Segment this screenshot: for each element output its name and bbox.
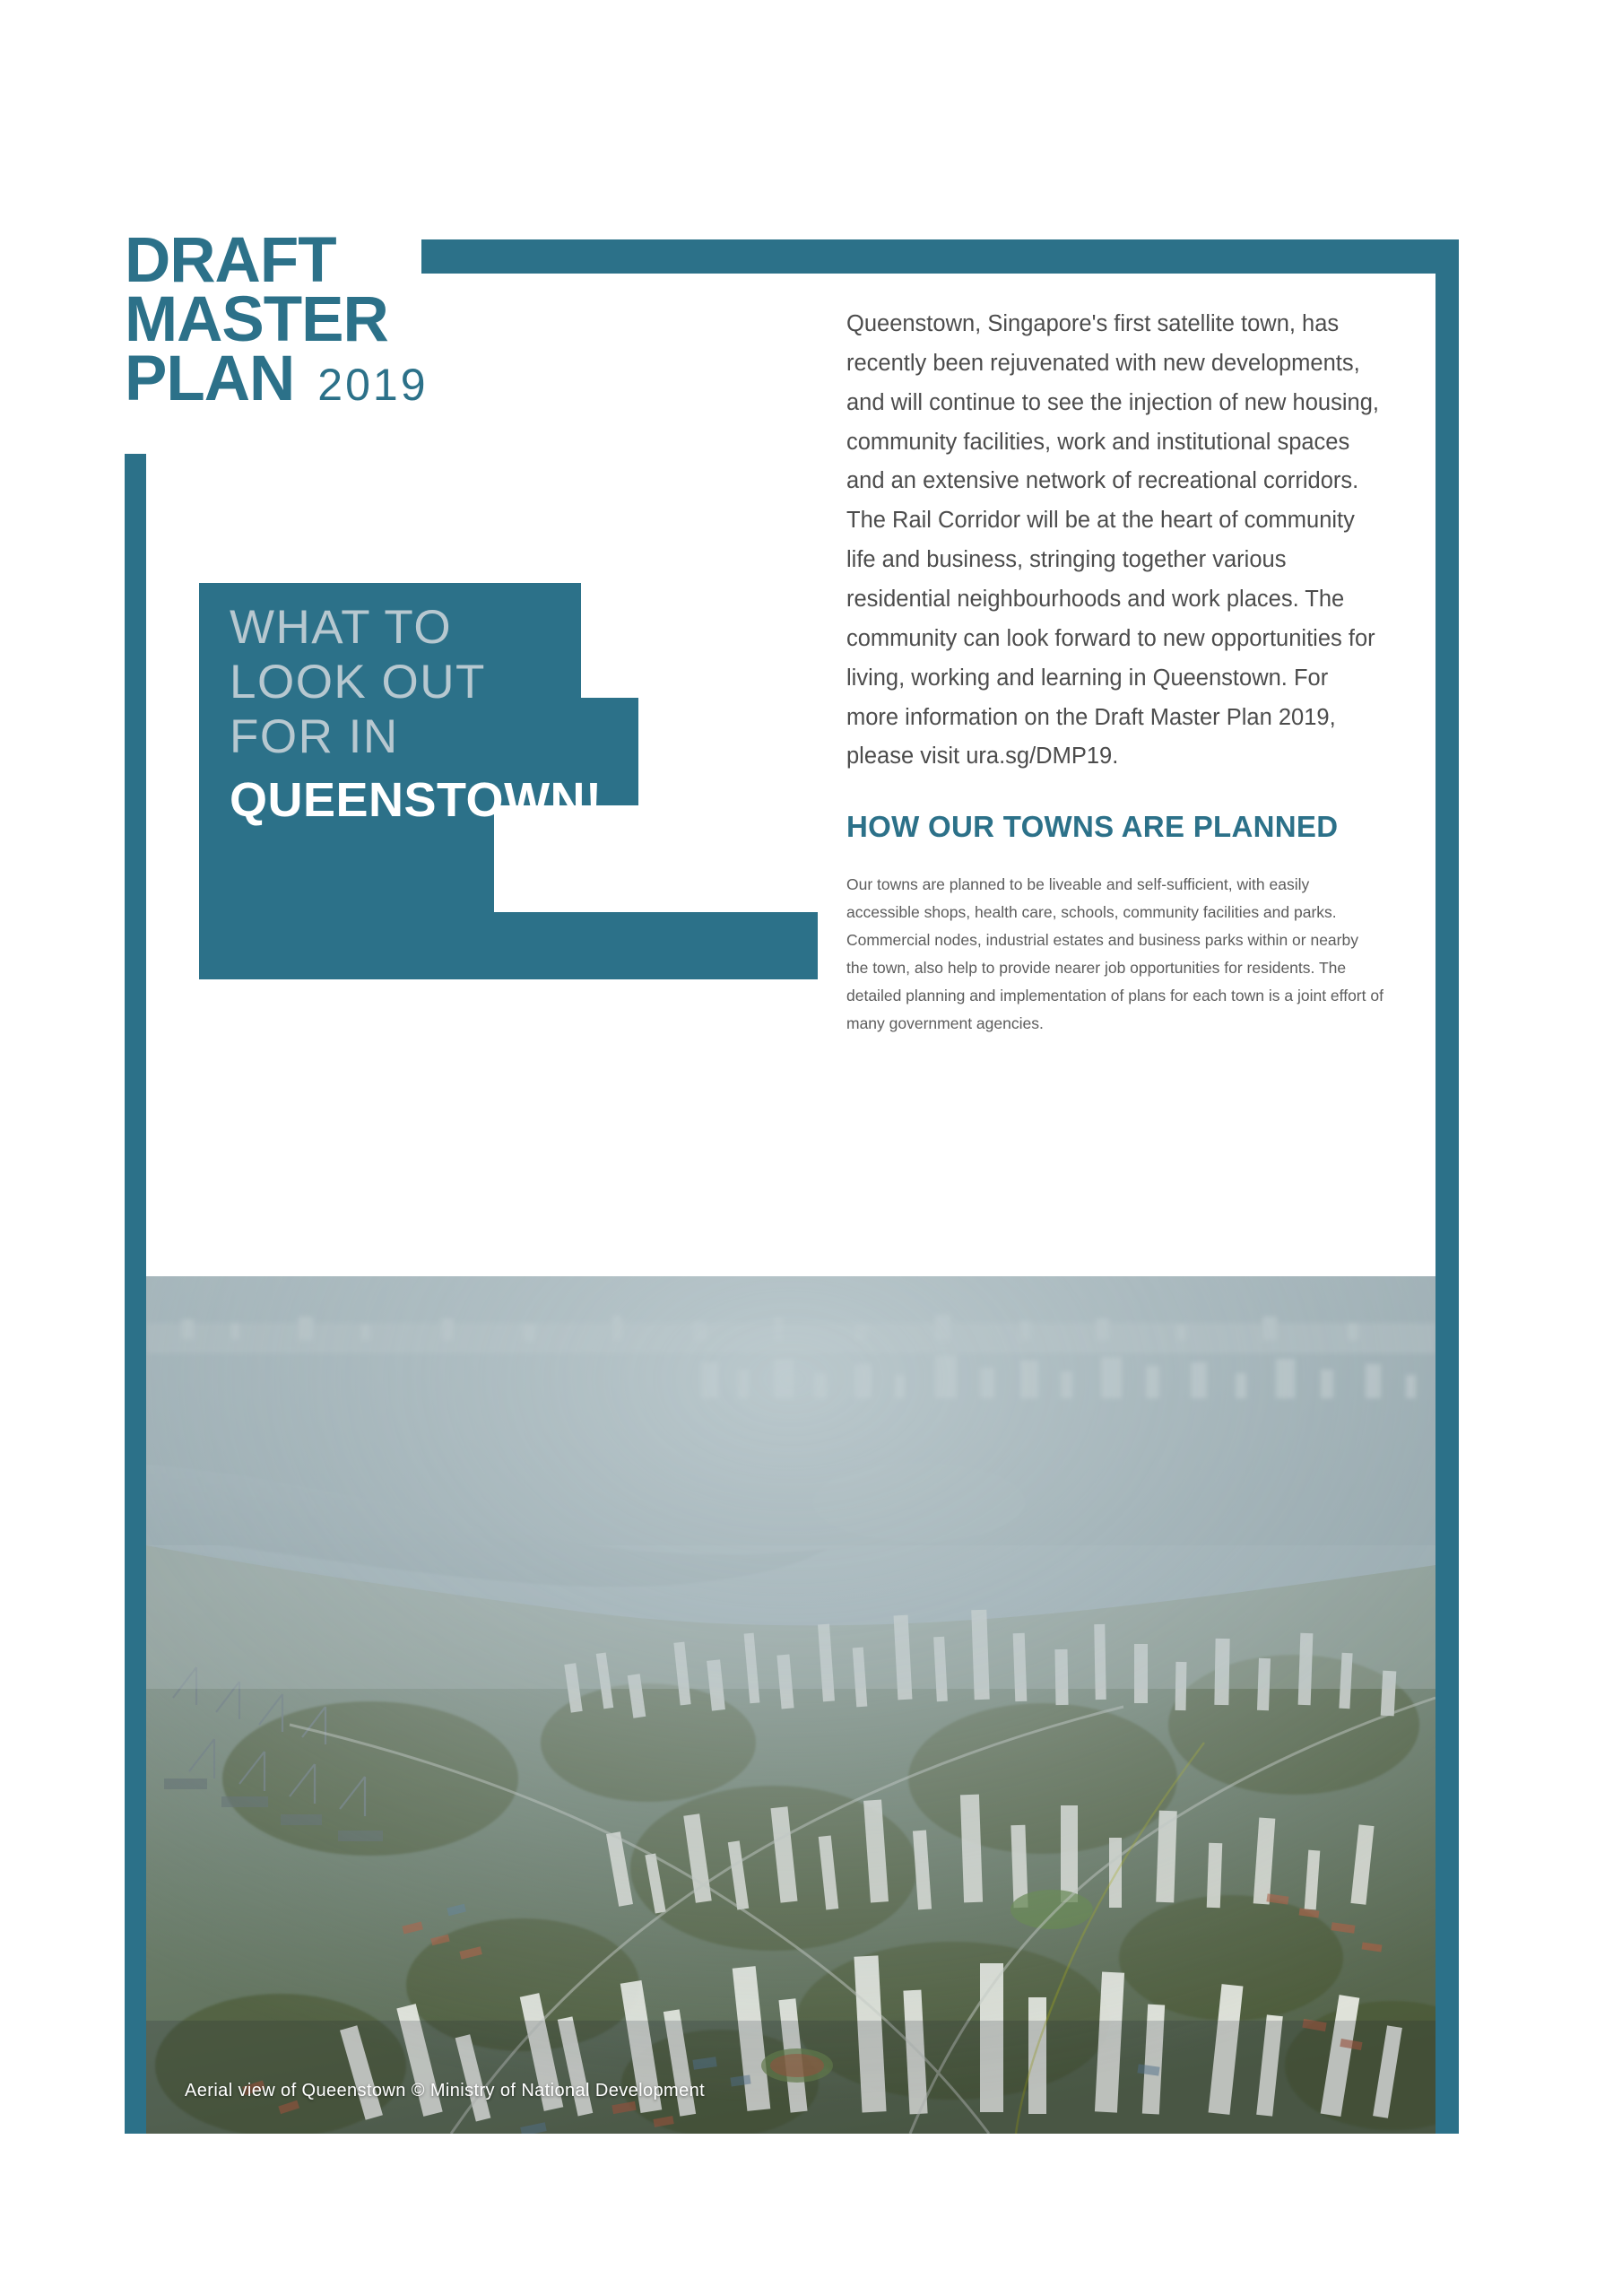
masthead-line-plan: PLAN	[125, 344, 295, 415]
callout-tier-4	[199, 912, 818, 979]
callout-line-3: FOR IN	[230, 709, 399, 763]
frame-right-bar	[1436, 239, 1459, 2134]
masthead	[125, 225, 627, 415]
photo-caption: Aerial view of Queenstown © Ministry of National Development	[185, 2081, 706, 2100]
section-paragraph: Our towns are planned to be liveable and self-sufficient, with easily accessible shops, health care, schools, community facilities and parks. Commercial nodes, industrial estates and business parks within or nearby the town, also help to provide nearer job opportunities for residents. The detailed planning and implementation of plans for each town is a joint effort of many government agencies.	[846, 874, 1383, 1033]
masthead-line-plan-row	[125, 344, 627, 415]
masthead-line-master: MASTER	[125, 284, 388, 356]
callout-block	[199, 583, 818, 979]
frame-left-bar	[125, 454, 146, 2134]
masthead-line-draft: DRAFT	[125, 225, 336, 296]
section-heading: HOW OUR TOWNS ARE PLANNED	[846, 810, 1339, 844]
main-text-column	[846, 305, 1384, 1038]
callout-text	[230, 601, 821, 828]
aerial-photo-graphic	[146, 1276, 1436, 2134]
aerial-photo	[146, 1276, 1436, 2134]
callout-line-1: WHAT TO	[230, 601, 453, 654]
callout-line-2: LOOK OUT	[230, 655, 486, 709]
callout-line-4: QUEENSTOWN!	[230, 772, 603, 827]
lead-paragraph: Queenstown, Singapore's first satellite town, has recently been rejuvenated with new developments, and will continue to see the injection of new housing, community facilities, work and institutional spaces and an extensive network of recreational corridors. The Rail Corridor will be at the heart of community life and business, stringing together various residential neighbourhoods and work places. The community can look forward to new opportunities for living, working and learning in Queenstown. For more information on the Draft Master Plan 2019, please visit ura.sg/DMP19.	[846, 311, 1379, 770]
masthead-year: 2019	[317, 360, 429, 411]
